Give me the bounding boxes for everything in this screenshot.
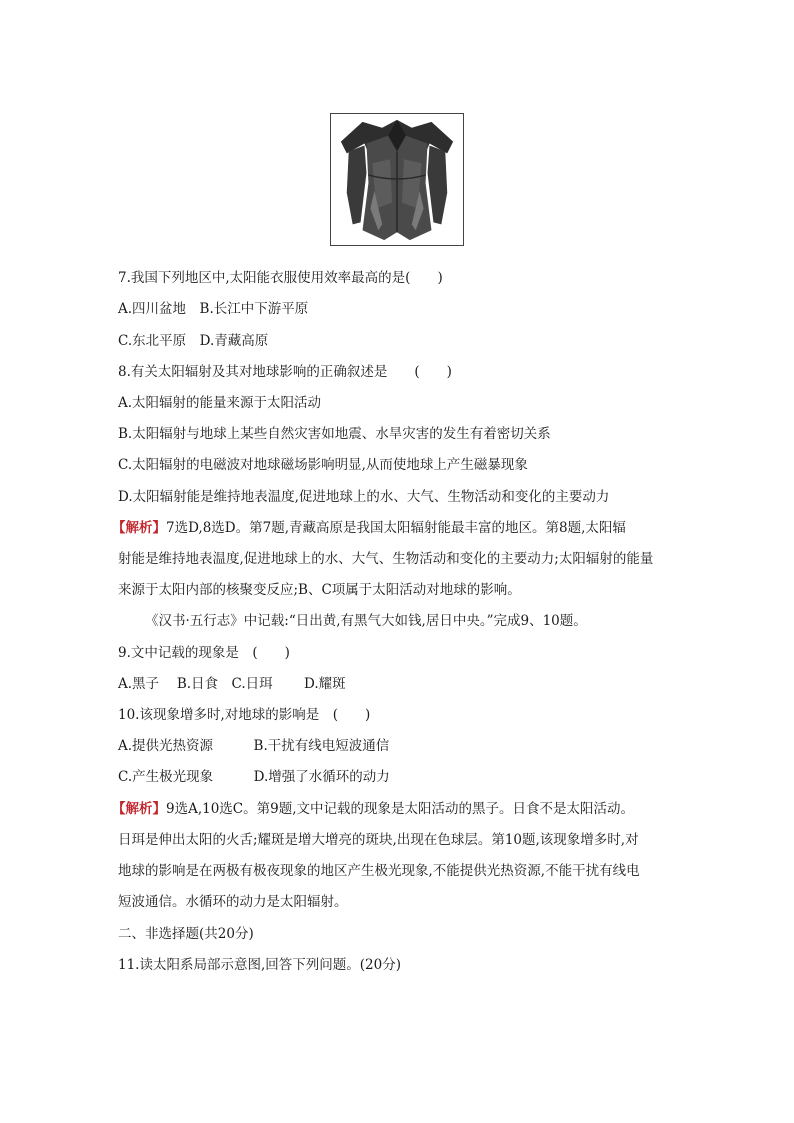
solar-clothing-photo — [330, 113, 464, 246]
question-8-option-d: D.太阳辐射能是维持地表温度,促进地球上的水、大气、生物活动和变化的主要动力 — [118, 489, 610, 505]
question-8-option-c: C.太阳辐射的电磁波对地球磁场影响明显,从而使地球上产生磁暴现象 — [118, 457, 528, 473]
analysis-marker: 【解析】 — [112, 520, 166, 536]
question-8-option-b: B.太阳辐射与地球上某些自然灾害如地震、水旱灾害的发生有着密切关系 — [118, 426, 551, 442]
question-10-options-cd: C.产生极光现象 D.增强了水循环的动力 — [118, 769, 390, 785]
analysis-marker: 【解析】 — [112, 801, 166, 817]
analysis-2-line-1 — [112, 801, 634, 817]
analysis-2-line-2: 日珥是伸出太阳的火舌;耀斑是增大增亮的斑块,出现在色球层。第10题,该现象增多时,对 — [118, 832, 639, 848]
passage: 《汉书·五行志》中记载:“日出黄,有黑气大如钱,居日中央。”完成9、10题。 — [145, 613, 587, 629]
question-8-option-a: A.太阳辐射的能量来源于太阳活动 — [118, 395, 322, 411]
analysis-1-line-2: 射能是维持地表温度,促进地球上的水、大气、生物活动和变化的主要动力;太阳辐射的能量 — [118, 551, 654, 567]
analysis-1-text: 7选D,8选D。第7题,青藏高原是我国太阳辐射能最丰富的地区。第8题,太阳辐 — [166, 520, 626, 536]
question-9: 9.文中记载的现象是 ( ) — [118, 645, 290, 661]
question-7-options-cd: C.东北平原 D.青藏高原 — [118, 333, 269, 349]
question-7-options-ab: A.四川盆地 B.长江中下游平原 — [118, 301, 309, 317]
analysis-2-text: 9选A,10选C。第9题,文中记载的现象是太阳活动的黑子。日食不是太阳活动。 — [166, 801, 635, 817]
analysis-1-line-3: 来源于太阳内部的核聚变反应;B、C项属于太阳活动对地球的影响。 — [118, 582, 521, 598]
analysis-1-line-1 — [112, 520, 626, 536]
analysis-2-line-3: 地球的影响是在两极有极夜现象的地区产生极光现象,不能提供光热资源,不能干扰有线电 — [118, 863, 640, 879]
question-10: 10.该现象增多时,对地球的影响是 ( ) — [118, 707, 371, 723]
question-10-options-ab: A.提供光热资源 B.干扰有线电短波通信 — [118, 738, 390, 754]
section-heading: 二、非选择题(共20分) — [118, 926, 254, 942]
analysis-2-line-4: 短波通信。水循环的动力是太阳辐射。 — [118, 894, 348, 910]
jacket-illustration — [331, 114, 463, 245]
question-8: 8.有关太阳辐射及其对地球影响的正确叙述是 ( ) — [118, 364, 452, 380]
question-9-options: A.黑子 B.日食 C.日珥 D.耀斑 — [118, 676, 346, 692]
question-7: 7.我国下列地区中,太阳能衣服使用效率最高的是( ) — [118, 270, 443, 286]
question-11: 11.读太阳系局部示意图,回答下列问题。(20分) — [118, 957, 401, 973]
